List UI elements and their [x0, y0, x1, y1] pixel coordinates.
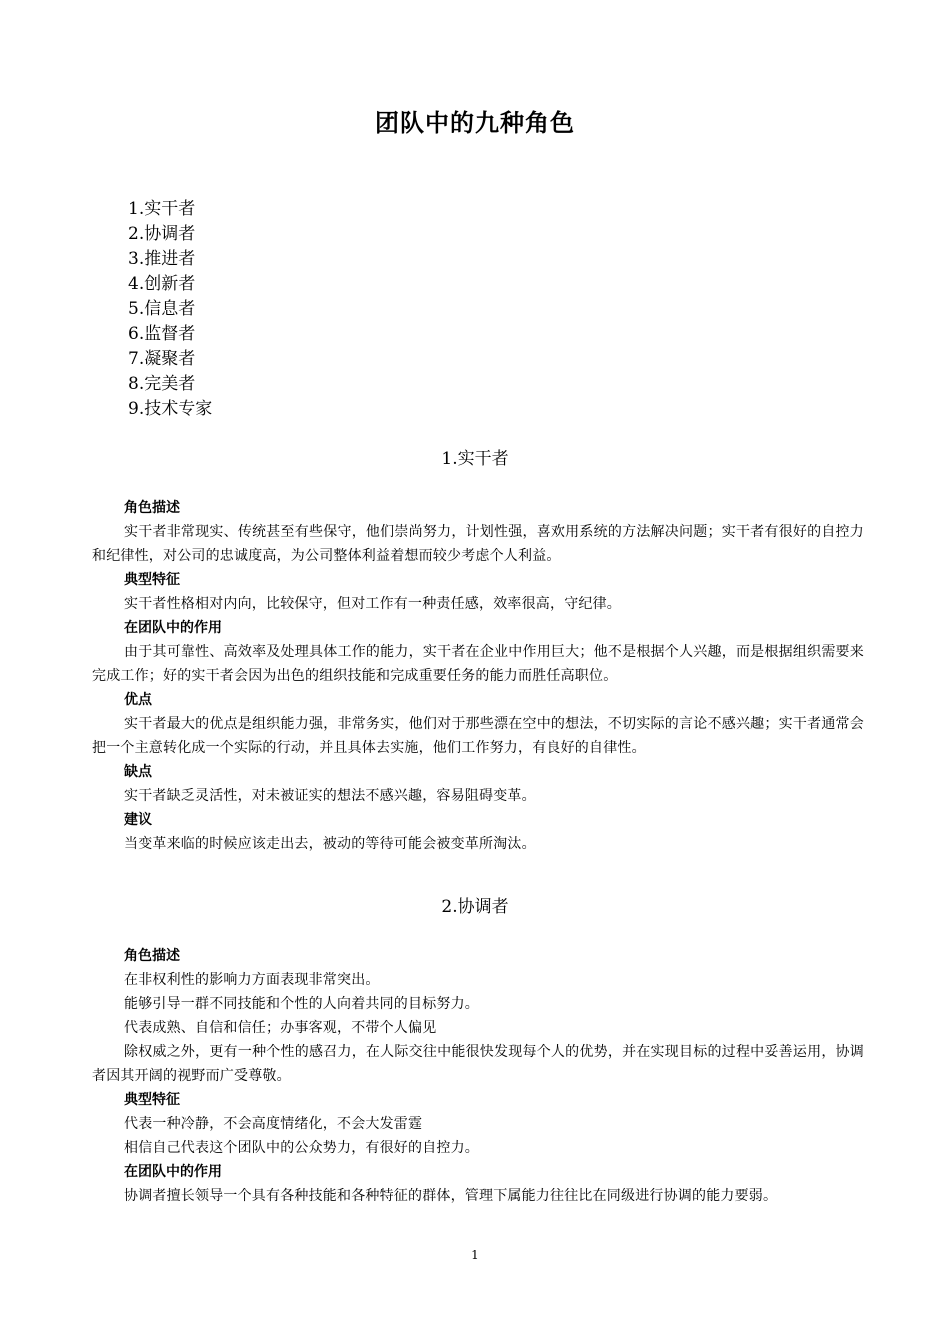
subheading-weaknesses: 缺点: [124, 764, 152, 780]
section-body-coordinator: [92, 944, 864, 1208]
toc-item: 1.实干者: [128, 199, 196, 219]
paragraph-role-description-line: 除权威之外，更有一种个性的感召力，在人际交往中能很快发现每个人的优势，并在实现目标的过程中妥善运用，协调者因其开阔的视野而广受尊敬。: [92, 1044, 864, 1084]
paragraph-role-description: 实干者非常现实、传统甚至有些保守，他们崇尚努力，计划性强，喜欢用系统的方法解决问题；实干者有很好的自控力和纪律性，对公司的忠诚度高，为公司整体利益着想而较少考虑个人利益。: [92, 524, 864, 564]
section-heading-coordinator: 2.协调者: [441, 897, 509, 917]
paragraph-role-in-team: 由于其可靠性、高效率及处理具体工作的能力，实干者在企业中作用巨大；他不是根据个人兴趣，而是根据组织需要来完成工作；好的实干者会因为出色的组织技能和完成重要任务的能力而胜任高职位。: [92, 644, 864, 684]
paragraph-typical-traits-line: 代表一种冷静，不会高度情绪化，不会大发雷霆: [124, 1116, 423, 1132]
toc-item: 2.协调者: [128, 224, 196, 244]
subheading-advice: 建议: [124, 812, 152, 828]
document-title: 团队中的九种角色: [375, 109, 575, 137]
paragraph-typical-traits: 实干者性格相对内向，比较保守，但对工作有一种责任感，效率很高，守纪律。: [124, 596, 621, 612]
paragraph-strengths: 实干者最大的优点是组织能力强，非常务实，他们对于那些漂在空中的想法，不切实际的言论不感兴趣；实干者通常会把一个主意转化成一个实际的行动，并且具体去实施，他们工作努力，有良好的自律性。: [92, 716, 864, 756]
toc-item: 6.监督者: [128, 324, 196, 344]
paragraph-advice: 当变革来临的时候应该走出去，被动的等待可能会被变革所淘汰。: [124, 836, 536, 852]
subheading-role-description: 角色描述: [124, 948, 180, 964]
toc-item: 7.凝聚者: [128, 349, 196, 369]
subheading-role-in-team: 在团队中的作用: [124, 620, 222, 636]
paragraph-role-description-line: 代表成熟、自信和信任；办事客观，不带个人偏见: [124, 1020, 437, 1036]
toc-item: 5.信息者: [128, 299, 196, 319]
section-body-implementer: [92, 496, 864, 856]
paragraph-role-description-line: 在非权利性的影响力方面表现非常突出。: [124, 972, 380, 988]
paragraph-role-in-team: 协调者擅长领导一个具有各种技能和各种特征的群体，管理下属能力往往比在同级进行协调的能力要弱。: [124, 1188, 778, 1204]
toc-item: 3.推进者: [128, 249, 196, 269]
page-number: 1: [471, 1248, 479, 1262]
subheading-role-description: 角色描述: [124, 500, 180, 516]
paragraph-typical-traits-line: 相信自己代表这个团队中的公众势力，有很好的自控力。: [124, 1140, 479, 1156]
paragraph-role-description-line: 能够引导一群不同技能和个性的人向着共同的目标努力。: [124, 996, 479, 1012]
subheading-typical-traits: 典型特征: [124, 572, 180, 588]
toc-item: 9.技术专家: [128, 399, 213, 419]
toc-item: 8.完美者: [128, 374, 196, 394]
paragraph-weaknesses: 实干者缺乏灵活性，对未被证实的想法不感兴趣，容易阻碍变革。: [124, 788, 536, 804]
subheading-strengths: 优点: [124, 692, 152, 708]
table-of-contents: [128, 197, 212, 422]
section-heading-implementer: 1.实干者: [441, 449, 509, 469]
subheading-typical-traits: 典型特征: [124, 1092, 180, 1108]
toc-item: 4.创新者: [128, 274, 196, 294]
subheading-role-in-team: 在团队中的作用: [124, 1164, 222, 1180]
